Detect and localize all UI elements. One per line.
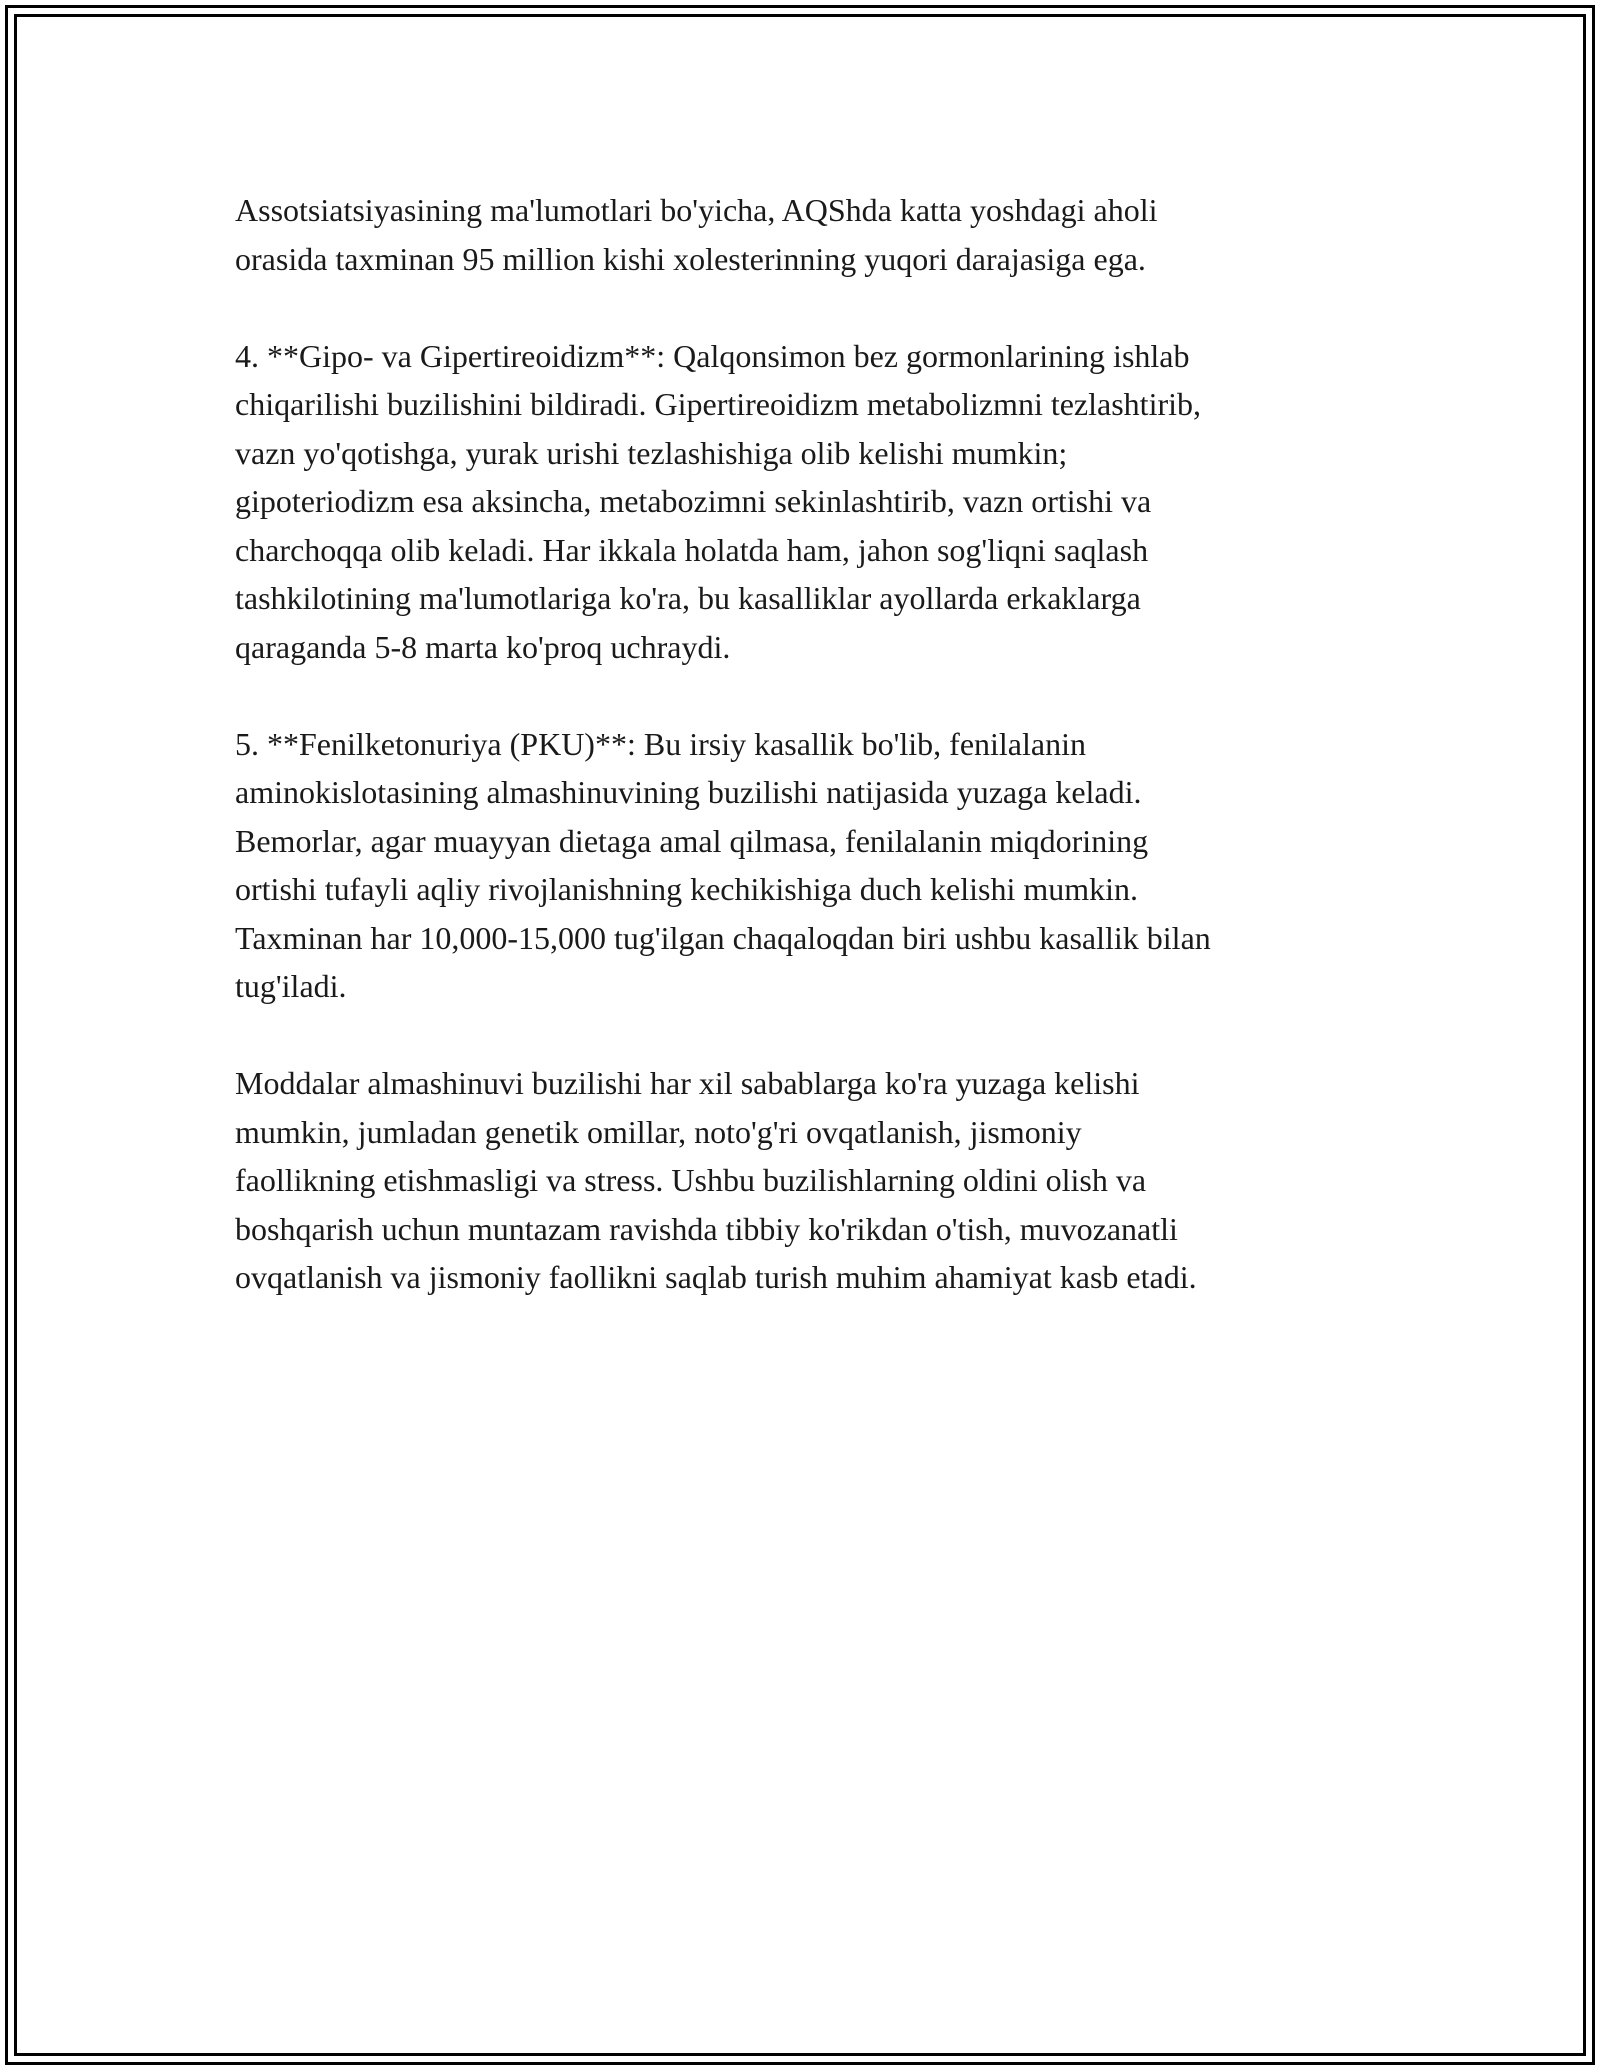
paragraph-conclusion <box>235 1059 1385 1302</box>
text-line: faollikning etishmasligi va stress. Ushbu buzilishlarning oldini olish va <box>235 1162 1147 1198</box>
text-line: ovqatlanish va jismoniy faollikni saqlab turish muhim ahamiyat kasb etadi. <box>235 1259 1197 1295</box>
text-line: tashkilotining ma'lumotlariga ko'ra, bu kasalliklar ayollarda erkaklarga <box>235 580 1141 616</box>
text-line: orasida taxminan 95 million kishi xolesterinning yuqori darajasiga ega. <box>235 240 1146 277</box>
text-line: boshqarish uchun muntazam ravishda tibbiy ko'rikdan o'tish, muvozanatli <box>235 1210 1178 1247</box>
text-line: Moddalar almashinuvi buzilishi har xil sabablarga ko'ra yuzaga kelishi <box>235 1065 1140 1101</box>
document-body <box>235 186 1385 1350</box>
text-line: tug'iladi. <box>235 968 347 1004</box>
text-line: aminokislotasining almashinuvining buzilishi natijasida yuzaga keladi. <box>235 774 1142 810</box>
paragraph-thyroid-disorders <box>235 332 1385 672</box>
text-line: chiqarilishi buzilishini bildiradi. Gipertireoidizm metabolizmni tezlashtirib, <box>235 386 1201 422</box>
paragraph-cholesterol-stats <box>235 186 1385 283</box>
text-line: ortishi tufayli aqliy rivojlanishning kechikishiga duch kelishi mumkin. <box>235 871 1138 907</box>
text-line: charchoqqa olib keladi. Har ikkala holatda ham, jahon sog'liqni saqlash <box>235 531 1149 568</box>
text-line: vazn yo'qotishga, yurak urishi tezlashishiga olib kelishi mumkin; <box>235 434 1068 471</box>
text-line: 4. **Gipo- va Gipertireoidizm**: Qalqonsimon bez gormonlarining ishlab <box>235 337 1190 374</box>
text-line: mumkin, jumladan genetik omillar, noto'g'ri ovqatlanish, jismoniy <box>235 1113 1082 1150</box>
paragraph-phenylketonuria <box>235 720 1385 1011</box>
text-line: Bemorlar, agar muayyan dietaga amal qilmasa, fenilalanin miqdorining <box>235 822 1149 859</box>
text-line: qaraganda 5-8 marta ko'proq uchraydi. <box>235 628 731 665</box>
text-line: Taxminan har 10,000-15,000 tug'ilgan chaqaloqdan biri ushbu kasallik bilan <box>235 919 1211 956</box>
text-line: gipoteriodizm esa aksincha, metabozimni sekinlashtirib, vazn ortishi va <box>235 483 1152 519</box>
text-line: Assotsiatsiyasining ma'lumotlari bo'yicha, AQShda katta yoshdagi aholi <box>235 192 1158 228</box>
text-line: 5. **Fenilketonuriya (PKU)**: Bu irsiy kasallik bo'lib, fenilalanin <box>235 725 1086 762</box>
